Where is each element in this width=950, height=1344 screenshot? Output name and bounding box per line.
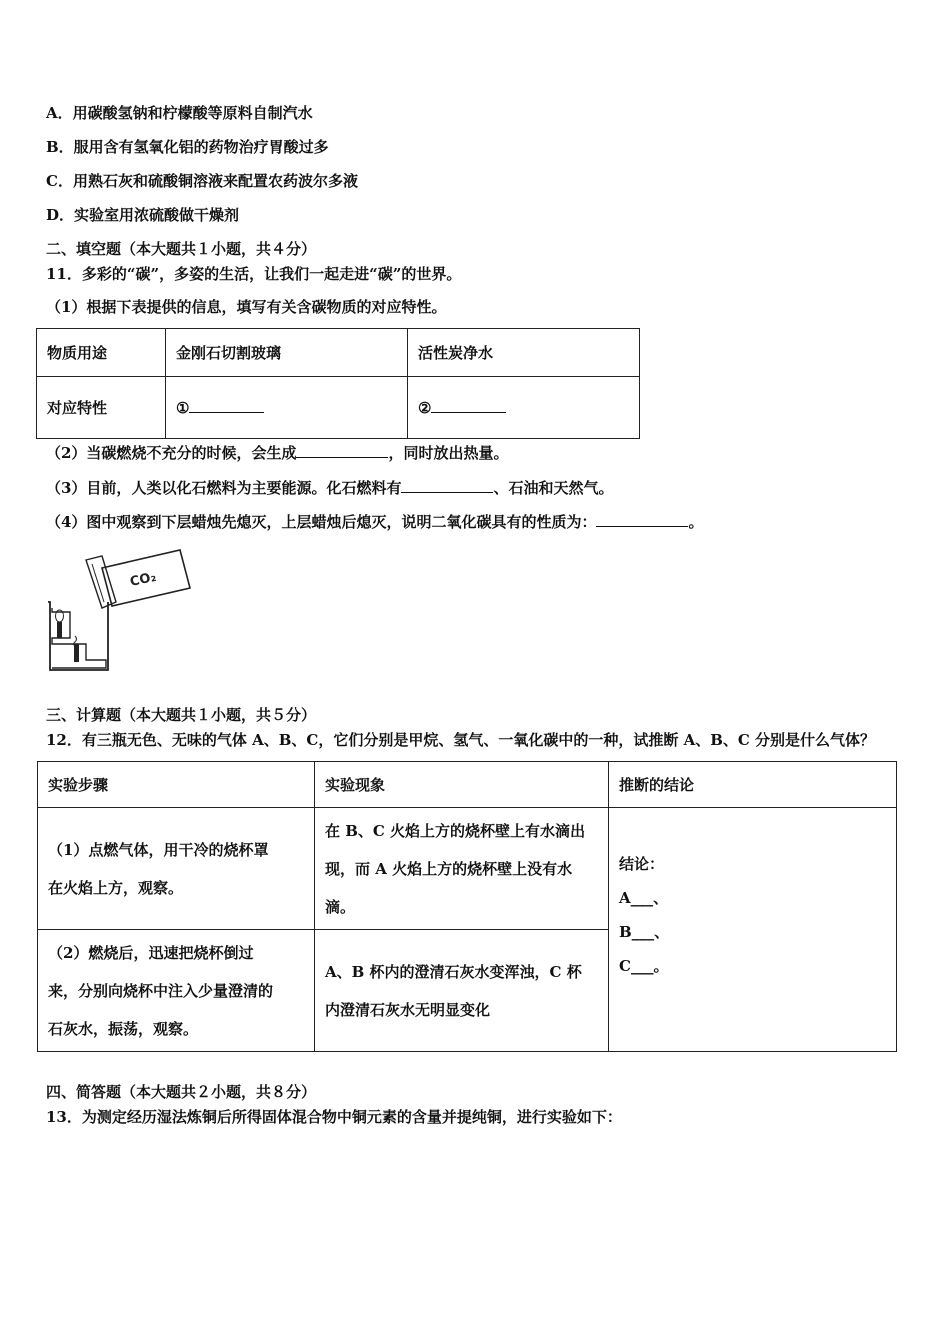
question-11-part1: （1）根据下表提供的信息，填写有关含碳物质的对应特性。 [46, 298, 447, 316]
section-heading-short-answer: 四、简答题（本大题共２小题，共８分） [46, 1083, 317, 1101]
observation-2-cell [315, 930, 609, 1052]
co2-label: CO₂ [128, 569, 158, 590]
table-header: 实验步骤 [38, 762, 315, 808]
question-11-part3 [46, 478, 613, 498]
gas-jar-icon [86, 550, 190, 608]
conclusion-a[interactable]: A___、 [619, 888, 669, 907]
table-header: 推断的结论 [609, 762, 897, 808]
section-heading-calculation: 三、计算题（本大题共１小题，共５分） [46, 706, 317, 724]
carbon-properties-table [36, 328, 640, 439]
table-cell: 对应特性 [37, 377, 166, 439]
cell-line: 结论： [619, 854, 665, 873]
table-cell: 活性炭净水 [408, 329, 640, 377]
question-11-stem: 11．多彩的“碳”，多姿的生活，让我们一起走进“碳”的世界。 [46, 265, 462, 283]
step-1-cell [38, 808, 315, 930]
co2-candle-figure [40, 540, 200, 675]
part3-text: （3）目前，人类以化石燃料为主要能源。化石燃料有 [46, 479, 402, 497]
answer-blank[interactable] [296, 443, 388, 458]
option-a: A．用碳酸氢钠和柠檬酸等原料自制汽水 [46, 104, 313, 122]
part4-tail: 。 [688, 513, 704, 531]
cell-line: 来，分别向烧杯中注入少量澄清的 [48, 981, 274, 1000]
question-11-part4 [46, 512, 703, 532]
table-cell: 物质用途 [37, 329, 166, 377]
answer-blank[interactable] [189, 398, 264, 413]
part2-tail: ，同时放出热量。 [388, 444, 509, 462]
option-d: D．实验室用浓硫酸做干燥剂 [46, 206, 240, 224]
conclusion-cell[interactable] [609, 808, 897, 1052]
cell-line: 在 B、C 火焰上方的烧杯壁上有水滴出 [325, 821, 586, 840]
question-13-stem: 13．为测定经历湿法炼铜后所得固体混合物中铜元素的含量并提纯铜，进行实验如下： [46, 1108, 622, 1126]
step-2-cell [38, 930, 315, 1052]
cell-line: A、B 杯内的澄清石灰水变浑浊，C 杯 [325, 962, 582, 981]
table-cell: 金刚石切割玻璃 [166, 329, 408, 377]
answer-cell-1[interactable] [166, 377, 408, 439]
conclusion-c[interactable]: C___。 [619, 956, 669, 975]
question-11-part2 [46, 443, 508, 463]
part3-tail: 、石油和天然气。 [493, 479, 614, 497]
circled-mark-1: ① [176, 399, 190, 417]
answer-blank[interactable] [596, 512, 688, 527]
answer-blank[interactable] [431, 398, 506, 413]
section-heading-fill-in: 二、填空题（本大题共１小题，共４分） [46, 240, 317, 258]
cell-line: 石灰水，振荡，观察。 [48, 1019, 199, 1038]
cell-line: （1）点燃气体，用干冷的烧杯罩 [48, 840, 269, 859]
cell-line: 现，而 A 火焰上方的烧杯壁上没有水 [325, 859, 573, 878]
circled-mark-2: ② [418, 399, 432, 417]
candle-icon [56, 610, 80, 662]
question-12-stem: 12．有三瓶无色、无味的气体 A、B、C，它们分别是甲烷、氢气、一氧化碳中的一种，试推断 A、B、C 分别是什么气体？ [46, 731, 876, 749]
cell-line: 内澄清石灰水无明显变化 [325, 1000, 491, 1019]
option-c: C．用熟石灰和硫酸铜溶液来配置农药波尔多液 [46, 172, 358, 190]
observation-1-cell [315, 808, 609, 930]
option-b: B．服用含有氢氧化铝的药物治疗胃酸过多 [46, 138, 329, 156]
answer-cell-2[interactable] [408, 377, 640, 439]
answer-blank[interactable] [401, 478, 493, 493]
part4-text: （4）图中观察到下层蜡烛先熄灭，上层蜡烛后熄灭，说明二氧化碳具有的性质为： [46, 513, 597, 531]
cell-line: 在火焰上方，观察。 [48, 878, 184, 897]
table-header: 实验现象 [315, 762, 609, 808]
cell-line: 滴。 [325, 897, 356, 916]
part2-text: （2）当碳燃烧不充分的时候，会生成 [46, 444, 297, 462]
conclusion-b[interactable]: B___、 [619, 922, 670, 941]
cell-line: （2）燃烧后，迅速把烧杯倒过 [48, 943, 254, 962]
gas-experiment-table [37, 761, 897, 1052]
